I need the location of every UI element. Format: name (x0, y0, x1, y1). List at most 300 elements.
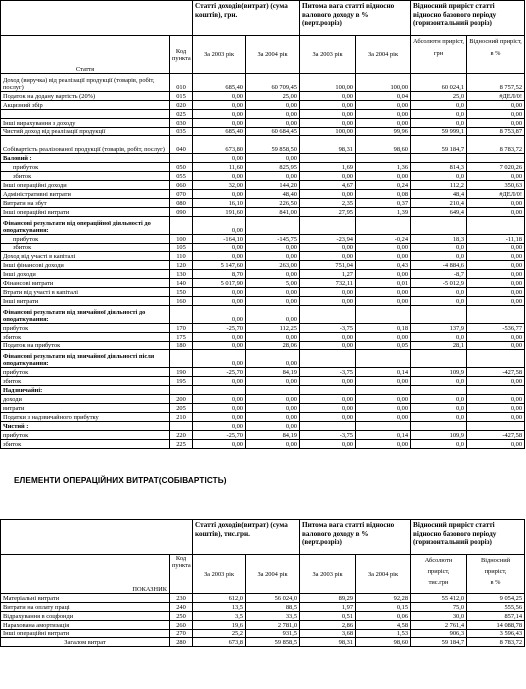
value-2004-cell[interactable]: 88,5 (246, 602, 300, 611)
value-2004-cell[interactable]: 0,00 (246, 172, 300, 181)
abs-growth-label-2: приріст, (427, 568, 450, 575)
share-2004-cell[interactable]: 0,06 (356, 611, 411, 620)
value-2004-cell[interactable]: 5,00 (246, 279, 300, 288)
abs-growth-cell[interactable] (411, 421, 467, 430)
value-2003-cell[interactable]: 16,10 (193, 198, 246, 207)
abs-growth-cell[interactable]: 59 184,7 (411, 136, 467, 154)
share-2004-cell[interactable]: 0,18 (356, 323, 411, 332)
value-2003-cell[interactable]: 191,60 (193, 207, 246, 216)
value-2004-cell[interactable]: 0,00 (246, 305, 300, 323)
share-2003-cell[interactable] (300, 386, 356, 395)
share-2004-cell[interactable]: 0,00 (356, 395, 411, 404)
row-label: збиток (1, 439, 170, 448)
value-2004-cell[interactable]: 60 684,45 (246, 127, 300, 136)
value-2003-cell[interactable] (193, 386, 246, 395)
share-2004-cell[interactable]: 99,96 (356, 127, 411, 136)
value-2004-cell[interactable]: 112,25 (246, 323, 300, 332)
rel-growth-cell[interactable] (467, 350, 525, 368)
value-2003-cell[interactable]: 32,00 (193, 181, 246, 190)
row-code: 230 (170, 594, 193, 603)
rel-growth-cell[interactable]: 0,00 (467, 332, 525, 341)
abs-growth-cell[interactable]: 0,0 (411, 118, 467, 127)
rel-growth-cell[interactable]: 0,00 (467, 404, 525, 413)
rel-growth-cell[interactable]: 555,56 (467, 602, 525, 611)
value-2003-cell[interactable]: 0,00 (193, 350, 246, 368)
abs-growth-cell[interactable]: 210,4 (411, 198, 467, 207)
value-2004-cell[interactable] (246, 386, 300, 395)
rel-growth-cell[interactable]: 0,00 (467, 252, 525, 261)
rel-growth-cell[interactable]: 0,00 (467, 341, 525, 350)
rel-growth-cell[interactable]: 0,00 (467, 118, 525, 127)
value-2004-cell[interactable]: 0,00 (246, 404, 300, 413)
share-2004-cell[interactable]: 0,37 (356, 198, 411, 207)
abs-growth-cell[interactable]: 48,4 (411, 190, 467, 199)
abs-growth-cell[interactable]: 0,0 (411, 172, 467, 181)
row-code: 190 (170, 368, 193, 377)
value-2004-cell[interactable]: 28,06 (246, 341, 300, 350)
share-2004-cell[interactable] (356, 154, 411, 163)
value-2004-cell[interactable]: 0,00 (246, 100, 300, 109)
share-2003-cell[interactable]: 0,00 (300, 341, 356, 350)
row-label: Матеріальні витрати (1, 594, 170, 603)
abs-growth-cell[interactable] (411, 154, 467, 163)
value-2003-cell[interactable]: 685,40 (193, 127, 246, 136)
value-2003-cell[interactable]: 3,5 (193, 611, 246, 620)
abs-growth-cell[interactable]: -5 012,9 (411, 279, 467, 288)
value-2004-cell[interactable]: 0,00 (246, 243, 300, 252)
rel-growth-cell[interactable]: 0,00 (467, 172, 525, 181)
value-2003-cell[interactable]: 0,00 (193, 377, 246, 386)
share-2003-cell[interactable]: 0,51 (300, 611, 356, 620)
table-row (1, 350, 525, 368)
value-2003-cell[interactable]: 0,00 (193, 332, 246, 341)
row-label: Податок на прибуток (1, 341, 170, 350)
abs-growth-cell[interactable]: 109,9 (411, 430, 467, 439)
share-2003-cell[interactable]: 2,86 (300, 620, 356, 629)
table-row (1, 74, 525, 92)
table-row (1, 243, 525, 252)
value-2004-cell[interactable]: 0,00 (246, 252, 300, 261)
rel-growth-cell[interactable]: -11,18 (467, 234, 525, 243)
abs-growth-cell[interactable]: 59 999,1 (411, 127, 467, 136)
rel-growth-cell[interactable]: 8 753,87 (467, 127, 525, 136)
rel-growth-cell[interactable]: -427,58 (467, 430, 525, 439)
share-2003-cell[interactable]: 0,00 (300, 172, 356, 181)
abs-growth-cell[interactable]: 649,4 (411, 207, 467, 216)
rel-growth-cell[interactable]: 0,00 (467, 279, 525, 288)
value-2004-cell[interactable]: 144,20 (246, 181, 300, 190)
rel-growth-cell[interactable]: 0,00 (467, 100, 525, 109)
share-2003-cell[interactable]: 0,00 (300, 439, 356, 448)
row-code (170, 305, 193, 323)
share-2004-cell[interactable]: 0,00 (356, 243, 411, 252)
share-2004-cell[interactable]: 100,00 (356, 74, 411, 92)
share-2004-cell[interactable]: 0,00 (356, 412, 411, 421)
share-2003-cell[interactable] (300, 305, 356, 323)
value-2004-cell[interactable]: 0,00 (246, 332, 300, 341)
abs-growth-cell[interactable]: 30,0 (411, 611, 467, 620)
rel-growth-cell[interactable] (467, 154, 525, 163)
share-2004-cell[interactable]: 1,53 (356, 629, 411, 638)
share-2004-cell[interactable]: 0,00 (356, 404, 411, 413)
value-2003-cell[interactable]: 0,00 (193, 296, 246, 305)
rel-growth-cell[interactable]: 0,00 (467, 296, 525, 305)
share-2003-cell[interactable]: -23,94 (300, 234, 356, 243)
share-2003-cell[interactable]: 0,00 (300, 118, 356, 127)
abs-growth-cell[interactable]: 0,0 (411, 243, 467, 252)
value-2003-cell[interactable]: 673,8 (193, 638, 246, 647)
rel-growth-cell[interactable]: 0,00 (467, 109, 525, 118)
share-2003-cell[interactable]: 0,00 (300, 332, 356, 341)
value-2003-cell[interactable]: 673,80 (193, 136, 246, 154)
share-2003-cell[interactable] (300, 350, 356, 368)
rel-growth-cell[interactable]: 14 088,78 (467, 620, 525, 629)
abs-growth-column-header (411, 36, 467, 74)
abs-growth-cell[interactable]: 0,0 (411, 109, 467, 118)
share-2003-cell[interactable]: 0,00 (300, 190, 356, 199)
row-label: Інші вирахування з доходу (1, 118, 170, 127)
rel-growth-unit: в % (490, 50, 501, 57)
share-2004-cell[interactable] (356, 421, 411, 430)
value-2003-cell[interactable]: 0,00 (193, 118, 246, 127)
share-2004-cell[interactable]: 0,08 (356, 190, 411, 199)
rel-growth-cell[interactable]: 0,00 (467, 198, 525, 207)
share-2003-cell[interactable]: 0,00 (300, 288, 356, 297)
share-2003-cell[interactable]: 0,00 (300, 92, 356, 101)
row-code: 040 (170, 136, 193, 154)
share-2004-cell[interactable] (356, 305, 411, 323)
abs-growth-cell[interactable]: 55 412,0 (411, 594, 467, 603)
share-2004-cell[interactable]: 0,00 (356, 270, 411, 279)
rel-growth-cell[interactable]: 7 020,26 (467, 163, 525, 172)
value-2003-cell[interactable]: 612,0 (193, 594, 246, 603)
value-2004-cell[interactable]: 84,19 (246, 368, 300, 377)
row-code: 170 (170, 323, 193, 332)
abs-growth-cell[interactable]: 0,0 (411, 395, 467, 404)
row-code: 090 (170, 207, 193, 216)
value-2003-cell[interactable]: -25,70 (193, 368, 246, 377)
value-2003-cell[interactable]: 11,60 (193, 163, 246, 172)
abs-growth-cell[interactable]: 75,0 (411, 602, 467, 611)
rel-growth-cell[interactable]: 350,63 (467, 181, 525, 190)
share-2004-cell[interactable]: 98,60 (356, 136, 411, 154)
abs-growth-cell[interactable]: 137,9 (411, 323, 467, 332)
share-2004-cell[interactable]: 0,00 (356, 288, 411, 297)
share-2003-cell[interactable]: 98,31 (300, 136, 356, 154)
row-code: 080 (170, 198, 193, 207)
share-2004-cell[interactable]: 0,15 (356, 602, 411, 611)
abs-growth-cell[interactable]: 0,0 (411, 404, 467, 413)
share-2003-cell[interactable]: 1,69 (300, 163, 356, 172)
share-2004-cell[interactable]: 0,00 (356, 118, 411, 127)
value-2003-cell[interactable]: 0,00 (193, 243, 246, 252)
row-code: 225 (170, 439, 193, 448)
row-code (170, 350, 193, 368)
rel-growth-cell[interactable] (467, 305, 525, 323)
value-2004-cell[interactable]: 931,5 (246, 629, 300, 638)
value-2004-cell[interactable]: 841,00 (246, 207, 300, 216)
share-2003-cell[interactable]: 732,11 (300, 279, 356, 288)
table-row (1, 430, 525, 439)
rel-growth-cell[interactable]: #ДЕЛ/0! (467, 92, 525, 101)
rel-growth-cell[interactable]: 8 757,52 (467, 74, 525, 92)
rel-growth-cell[interactable]: 3 596,43 (467, 629, 525, 638)
share-2003-cell[interactable]: 89,29 (300, 594, 356, 603)
share-2004-cell[interactable]: -0,24 (356, 234, 411, 243)
table-row (1, 288, 525, 297)
abs-growth-cell[interactable]: 112,2 (411, 181, 467, 190)
share-2003-cell[interactable]: 0,00 (300, 377, 356, 386)
share-2004-cell[interactable]: 92,28 (356, 594, 411, 603)
table-row (1, 404, 525, 413)
share-2003-cell[interactable]: 1,27 (300, 270, 356, 279)
row-code: 105 (170, 243, 193, 252)
abs-growth-cell[interactable]: 25,0 (411, 92, 467, 101)
abs-growth-cell[interactable]: 0,0 (411, 332, 467, 341)
rel-growth-cell[interactable]: 9 054,25 (467, 594, 525, 603)
abs-growth-cell[interactable]: 0,0 (411, 377, 467, 386)
share-2003-cell[interactable]: 4,67 (300, 181, 356, 190)
value-2003-cell[interactable]: 0,00 (193, 109, 246, 118)
row-label: Фінансові витрати (1, 279, 170, 288)
abs-growth-cell[interactable]: 0,0 (411, 252, 467, 261)
abs-growth-cell[interactable]: 59 184,7 (411, 638, 467, 647)
share-2004-cell[interactable]: 0,00 (356, 377, 411, 386)
share-2004-cell[interactable]: 0,00 (356, 439, 411, 448)
share-2003-cell[interactable]: 100,00 (300, 127, 356, 136)
value-2004-cell[interactable]: 59 858,5 (246, 638, 300, 647)
rel-growth-cell[interactable]: 0,00 (467, 243, 525, 252)
rel-growth-cell[interactable]: 0,00 (467, 288, 525, 297)
share-2004-cell[interactable]: 1,36 (356, 163, 411, 172)
value-2004-cell[interactable]: 84,19 (246, 430, 300, 439)
value-2004-cell[interactable]: 0,00 (246, 109, 300, 118)
share-2003-cell[interactable] (300, 216, 356, 234)
rel-growth-cell[interactable]: 0,00 (467, 377, 525, 386)
abs-growth-cell[interactable]: 0,0 (411, 412, 467, 421)
value-2004-cell[interactable]: 0,00 (246, 296, 300, 305)
share-2003-cell[interactable]: 1,97 (300, 602, 356, 611)
share-2003-cell[interactable] (300, 421, 356, 430)
share-2004-cell[interactable] (356, 216, 411, 234)
share-2004-cell[interactable]: 0,00 (356, 252, 411, 261)
value-2003-cell[interactable]: 0,00 (193, 305, 246, 323)
share-2004-cell[interactable]: 0,04 (356, 92, 411, 101)
share-2004-cell[interactable]: 0,00 (356, 172, 411, 181)
value-2003-cell[interactable]: 0,00 (193, 395, 246, 404)
share-2003-cell[interactable]: 0,00 (300, 404, 356, 413)
rel-growth-cell[interactable]: 0,00 (467, 261, 525, 270)
abs-growth-cell[interactable]: -8,7 (411, 270, 467, 279)
value-2003-cell[interactable]: 685,40 (193, 74, 246, 92)
rel-growth-cell[interactable]: 8 783,72 (467, 638, 525, 647)
share-2003-cell[interactable]: 0,00 (300, 412, 356, 421)
share-2003-column-header: За 2003 рік (300, 555, 356, 594)
value-2004-cell[interactable]: 0,00 (246, 350, 300, 368)
value-2004-cell[interactable]: 59 858,50 (246, 136, 300, 154)
value-2004-cell[interactable]: 25,00 (246, 92, 300, 101)
abs-growth-cell[interactable] (411, 305, 467, 323)
share-2004-cell[interactable]: 0,00 (356, 332, 411, 341)
abs-growth-cell[interactable]: 0,0 (411, 439, 467, 448)
share-2003-cell[interactable]: 751,04 (300, 261, 356, 270)
rel-growth-cell[interactable]: 0,00 (467, 207, 525, 216)
corner-cell (1, 520, 170, 555)
share-2004-cell[interactable] (356, 386, 411, 395)
value-2004-cell[interactable]: 0,00 (246, 377, 300, 386)
value-2004-cell[interactable]: 226,50 (246, 198, 300, 207)
value-2004-cell[interactable]: 0,00 (246, 439, 300, 448)
value-2004-cell[interactable]: 48,40 (246, 190, 300, 199)
value-2003-cell[interactable]: 0,00 (193, 172, 246, 181)
table-row (1, 332, 525, 341)
abs-growth-cell[interactable]: 0,0 (411, 100, 467, 109)
rel-growth-column-header (467, 555, 525, 594)
value-2004-cell[interactable]: 56 024,0 (246, 594, 300, 603)
share-2004-cell[interactable]: 0,05 (356, 341, 411, 350)
value-2003-cell[interactable]: 19,6 (193, 620, 246, 629)
share-2003-cell[interactable]: 0,00 (300, 100, 356, 109)
rel-growth-cell[interactable]: 0,00 (467, 395, 525, 404)
share-2004-cell[interactable]: 0,00 (356, 109, 411, 118)
abs-growth-cell[interactable] (411, 216, 467, 234)
share-2003-cell[interactable] (300, 154, 356, 163)
row-label: збиток (1, 172, 170, 181)
abs-growth-cell[interactable] (411, 350, 467, 368)
value-2004-cell[interactable]: 33,5 (246, 611, 300, 620)
share-2003-cell[interactable]: 2,35 (300, 198, 356, 207)
value-2003-cell[interactable]: 13,5 (193, 602, 246, 611)
abs-growth-cell[interactable]: 814,3 (411, 163, 467, 172)
value-2004-cell[interactable]: 825,95 (246, 163, 300, 172)
abs-growth-cell[interactable]: 906,3 (411, 629, 467, 638)
row-code (170, 421, 193, 430)
value-2004-cell[interactable]: 0,00 (246, 395, 300, 404)
abs-growth-cell[interactable]: 2 761,4 (411, 620, 467, 629)
rel-growth-cell[interactable] (467, 216, 525, 234)
share-2004-cell[interactable]: 0,14 (356, 430, 411, 439)
value-2003-cell[interactable]: 5 017,90 (193, 279, 246, 288)
rel-growth-cell[interactable]: 857,14 (467, 611, 525, 620)
value-2003-cell[interactable]: 8,70 (193, 270, 246, 279)
share-2003-cell[interactable]: 0,00 (300, 243, 356, 252)
row-label: прибуток (1, 430, 170, 439)
rel-growth-cell[interactable] (467, 421, 525, 430)
value-2003-cell[interactable]: 0,00 (193, 288, 246, 297)
value-2003-cell[interactable]: 0,00 (193, 154, 246, 163)
share-2003-cell[interactable]: 0,00 (300, 395, 356, 404)
share-2004-cell[interactable]: 0,00 (356, 100, 411, 109)
abs-growth-cell[interactable]: -4 884,6 (411, 261, 467, 270)
abs-growth-cell[interactable]: 18,3 (411, 234, 467, 243)
row-code: 195 (170, 377, 193, 386)
share-2004-cell[interactable]: 0,14 (356, 368, 411, 377)
value-2003-cell[interactable]: 5 147,60 (193, 261, 246, 270)
value-2003-cell[interactable]: 0,00 (193, 421, 246, 430)
share-2004-cell[interactable]: 0,24 (356, 181, 411, 190)
rel-growth-cell[interactable]: -536,77 (467, 323, 525, 332)
share-2003-cell[interactable]: 98,31 (300, 638, 356, 647)
value-2004-cell[interactable]: 0,00 (246, 118, 300, 127)
abs-growth-cell[interactable]: 0,0 (411, 296, 467, 305)
row-label: збиток (1, 377, 170, 386)
share-2003-cell[interactable]: -3,75 (300, 430, 356, 439)
rel-growth-cell[interactable]: 0,00 (467, 270, 525, 279)
row-label: Інші операційні витрати (1, 207, 170, 216)
rel-growth-cell[interactable]: #ДЕЛ/0! (467, 190, 525, 199)
row-code: 120 (170, 261, 193, 270)
rel-growth-cell[interactable]: 0,00 (467, 412, 525, 421)
year-2004-column-header: За 2004 рік (246, 36, 300, 74)
share-2003-cell[interactable]: 100,00 (300, 74, 356, 92)
value-2003-cell[interactable]: -25,70 (193, 430, 246, 439)
rel-growth-cell[interactable]: -427,58 (467, 368, 525, 377)
value-2004-cell[interactable]: 0,00 (246, 412, 300, 421)
share-2004-cell[interactable]: 1,39 (356, 207, 411, 216)
value-2003-cell[interactable]: 0,00 (193, 412, 246, 421)
table-row (1, 154, 525, 163)
value-2003-cell[interactable]: 0,00 (193, 439, 246, 448)
share-2004-cell[interactable]: 0,43 (356, 261, 411, 270)
value-2003-cell[interactable]: 0,00 (193, 92, 246, 101)
share-2004-cell[interactable]: 0,00 (356, 296, 411, 305)
value-2004-cell[interactable] (246, 216, 300, 234)
share-2004-cell[interactable]: 4,58 (356, 620, 411, 629)
share-2004-cell[interactable]: 0,01 (356, 279, 411, 288)
value-2003-cell[interactable]: 0,00 (193, 404, 246, 413)
value-2004-cell[interactable]: 0,00 (246, 270, 300, 279)
value-2003-cell[interactable]: -25,70 (193, 323, 246, 332)
share-2003-cell[interactable]: 3,68 (300, 629, 356, 638)
rel-growth-cell[interactable] (467, 386, 525, 395)
value-2004-cell[interactable]: 0,00 (246, 421, 300, 430)
share-2004-cell[interactable]: 98,60 (356, 638, 411, 647)
rel-growth-cell[interactable]: 0,00 (467, 439, 525, 448)
abs-growth-cell[interactable]: 28,1 (411, 341, 467, 350)
rel-growth-cell[interactable]: 8 783,72 (467, 136, 525, 154)
share-2003-cell[interactable]: 0,00 (300, 109, 356, 118)
share-2003-cell[interactable]: -3,75 (300, 368, 356, 377)
table-row (1, 252, 525, 261)
abs-growth-cell[interactable]: 60 024,1 (411, 74, 467, 92)
value-2004-cell[interactable]: -145,75 (246, 234, 300, 243)
share-2004-cell[interactable] (356, 350, 411, 368)
value-2004-cell[interactable]: 263,00 (246, 261, 300, 270)
abs-growth-cell[interactable]: 109,9 (411, 368, 467, 377)
abs-growth-cell[interactable] (411, 386, 467, 395)
value-2003-cell[interactable]: 0,00 (193, 190, 246, 199)
growth-group-header: Відносний приріст статті відносно базового періоду (горизонтальний розріз) (411, 1, 525, 36)
share-2003-cell[interactable]: 0,00 (300, 296, 356, 305)
value-2004-cell[interactable]: 0,00 (246, 154, 300, 163)
value-2003-cell[interactable]: 0,00 (193, 100, 246, 109)
row-label: Адміністративні витрати (1, 190, 170, 199)
share-2003-cell[interactable]: 27,95 (300, 207, 356, 216)
value-2004-cell[interactable]: 0,00 (246, 288, 300, 297)
abs-growth-cell[interactable]: 0,0 (411, 288, 467, 297)
share-2003-cell[interactable]: -3,75 (300, 323, 356, 332)
value-2003-cell[interactable]: 25,2 (193, 629, 246, 638)
value-2003-cell[interactable]: 0,00 (193, 252, 246, 261)
value-2003-cell[interactable]: -164,10 (193, 234, 246, 243)
row-code: 100 (170, 234, 193, 243)
share-2003-cell[interactable]: 0,00 (300, 252, 356, 261)
value-2003-cell[interactable]: 0,00 (193, 341, 246, 350)
value-2003-cell[interactable]: 0,00 (193, 216, 246, 234)
share-2003-column-header: За 2003 рік (300, 36, 356, 74)
value-2004-cell[interactable]: 2 781,0 (246, 620, 300, 629)
value-2004-cell[interactable]: 60 709,45 (246, 74, 300, 92)
